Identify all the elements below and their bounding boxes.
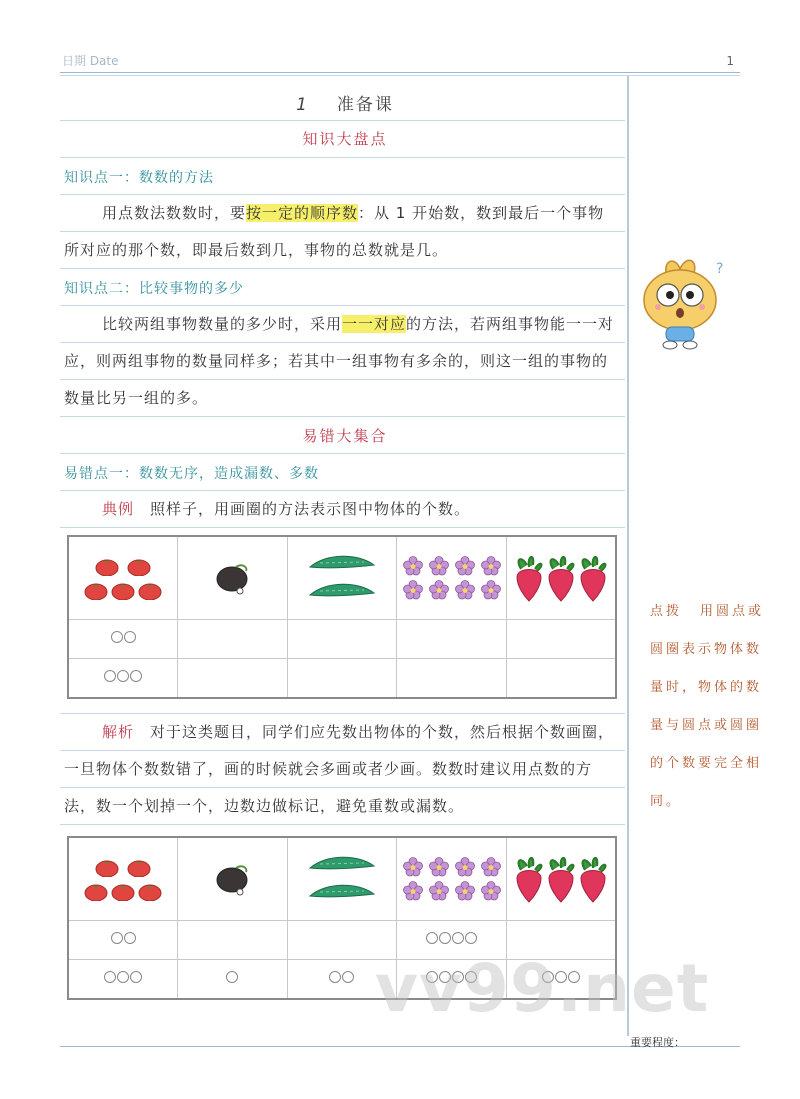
circle-cell[interactable] — [506, 620, 616, 659]
section-mistakes-heading: 易错大集合 — [302, 427, 388, 445]
cucumber-icon — [306, 553, 378, 575]
drawn-circle — [465, 932, 477, 944]
circle-cell[interactable] — [68, 921, 178, 960]
circle-cell[interactable] — [178, 659, 288, 699]
flower-icon — [429, 580, 449, 600]
circle-cell[interactable] — [287, 620, 397, 659]
ruled-line — [60, 453, 625, 454]
flower-icon — [481, 580, 501, 600]
example-line — [64, 491, 619, 528]
flower-icon — [481, 881, 501, 901]
side-note-tag: 点拨 — [650, 604, 683, 619]
page-title — [0, 90, 690, 115]
tomato-icon — [84, 580, 108, 600]
mascot-illustration — [636, 255, 736, 355]
cucumber-icon — [306, 882, 378, 904]
tomato-icon — [138, 580, 162, 600]
circle-cell[interactable] — [397, 620, 507, 659]
kp2-text-before: 比较两组事物数量的多少时，采用 — [102, 315, 343, 333]
flower-icon — [429, 881, 449, 901]
watermark: vv99.net — [375, 950, 710, 1027]
kp2-highlight: 一一对应 — [342, 315, 407, 333]
side-note-text: 用圆点或圆圈表示物体数量时，物体的数量与圆点或圆圈的个数要完全相同。 — [650, 604, 765, 809]
tomato-icon — [95, 556, 119, 576]
drawn-circle — [426, 932, 438, 944]
drawn-circle — [111, 631, 123, 643]
tomato-icon — [138, 881, 162, 901]
tomato-picture-cell — [68, 837, 178, 921]
picture-row — [68, 837, 616, 921]
tomato-icon — [95, 857, 119, 877]
kp1-paragraph — [64, 195, 619, 269]
section-knowledge-heading: 知识大盘点 — [302, 130, 388, 148]
flower-icon — [455, 857, 475, 877]
lesson-title: 准备课 — [336, 95, 394, 115]
circle-cell[interactable] — [68, 620, 178, 659]
flower-icon — [481, 857, 501, 877]
eggplant-icon — [212, 561, 252, 595]
drawn-circle — [130, 971, 142, 983]
eggplant-picture-cell — [178, 837, 288, 921]
tomato-icon — [127, 857, 151, 877]
example-table — [67, 535, 617, 699]
date-label: 日期 Date — [62, 54, 119, 68]
page-number: 1 — [726, 54, 734, 68]
circle-cell[interactable] — [178, 921, 288, 960]
drawn-circle — [104, 670, 116, 682]
tomato-icon — [127, 556, 151, 576]
flower-icon — [455, 556, 475, 576]
flower-icon — [455, 580, 475, 600]
drawn-circle — [104, 971, 116, 983]
drawn-circle — [452, 932, 464, 944]
circle-cell[interactable] — [287, 659, 397, 699]
cucumber-icon — [306, 854, 378, 876]
kp2-paragraph — [64, 306, 619, 417]
radish-icon — [545, 553, 577, 603]
circle-cell[interactable] — [397, 659, 507, 699]
ruled-line — [60, 120, 625, 121]
ruled-line — [60, 157, 625, 158]
tomato-icon — [111, 881, 135, 901]
kp2-heading: 知识点二：比较事物的多少 — [64, 281, 244, 297]
circle-cell[interactable] — [178, 620, 288, 659]
example-text: 照样子，用画圈的方法表示图中物体的个数。 — [150, 500, 471, 518]
drawn-circle — [439, 932, 451, 944]
flower-icon — [403, 881, 423, 901]
side-note — [650, 593, 770, 821]
cucumber-icon — [306, 581, 378, 603]
drawn-circle — [329, 971, 341, 983]
kp2-text-after: 的方法，若两组事物能一一对应，则两组事物的数量同样多；若其中一组事物有多余的，则这一组的事物的数量比另一组的多。 — [64, 315, 615, 407]
drawn-circle — [342, 971, 354, 983]
circle-row — [68, 620, 616, 659]
tomato-icon — [84, 881, 108, 901]
margin-line — [627, 76, 629, 1036]
radish-icon — [577, 854, 609, 904]
kp1-text-after: ：从 1 开始数，数到最后一个事物所对应的那个数，即最后数到几，事物的总数就是几。 — [64, 204, 605, 259]
picture-row — [68, 536, 616, 620]
radish-icon — [513, 854, 545, 904]
eggplant-picture-cell — [178, 536, 288, 620]
tomato-picture-cell — [68, 536, 178, 620]
radish-icon — [513, 553, 545, 603]
circle-cell[interactable] — [68, 960, 178, 1000]
mistake1-heading: 易错点一：数数无序，造成漏数、多数 — [64, 466, 319, 482]
flower-icon — [455, 881, 475, 901]
kp1-heading: 知识点一：数数的方法 — [64, 170, 214, 186]
analysis-text: 对于这类题目，同学们应先数出物体的个数，然后根据个数画圈，一旦物体个数数错了，画的时候就会多画或者少画。数数时建议用点数的方法，数一个划掉一个，边数边做标记，避免重数或漏数。 — [64, 723, 615, 815]
drawn-circle — [130, 670, 142, 682]
radish-picture-cell — [506, 536, 616, 620]
cucumber-picture-cell — [287, 837, 397, 921]
flower-icon — [403, 556, 423, 576]
circle-row — [68, 659, 616, 699]
circle-cell[interactable] — [506, 659, 616, 699]
flower-icon — [403, 857, 423, 877]
circle-cell[interactable] — [68, 659, 178, 699]
radish-picture-cell — [506, 837, 616, 921]
analysis-tag: 解析 — [102, 723, 135, 741]
lesson-number: 1 — [296, 95, 309, 115]
tomato-icon — [111, 580, 135, 600]
flower-icon — [429, 556, 449, 576]
analysis-paragraph — [64, 714, 619, 825]
flower-picture-cell — [397, 536, 507, 620]
drawn-circle — [124, 631, 136, 643]
header-rule-secondary — [60, 75, 740, 76]
drawn-circle — [124, 932, 136, 944]
drawn-circle — [117, 971, 129, 983]
example-tag: 典例 — [102, 500, 135, 518]
header-rule — [60, 72, 740, 73]
flower-picture-cell — [397, 837, 507, 921]
radish-icon — [545, 854, 577, 904]
drawn-circle — [117, 670, 129, 682]
eggplant-icon — [212, 862, 252, 896]
kp1-highlight: 按一定的顺序数 — [246, 204, 359, 222]
importance-label: 重要程度： — [630, 1036, 685, 1049]
drawn-circle — [111, 932, 123, 944]
drawn-circle — [226, 971, 238, 983]
svg-text:?: ? — [716, 261, 724, 277]
radish-icon — [577, 553, 609, 603]
flower-icon — [481, 556, 501, 576]
flower-icon — [403, 580, 423, 600]
kp1-text-before: 用点数法数数时，要 — [102, 204, 247, 222]
cucumber-picture-cell — [287, 536, 397, 620]
circle-cell[interactable] — [178, 960, 288, 1000]
flower-icon — [429, 857, 449, 877]
